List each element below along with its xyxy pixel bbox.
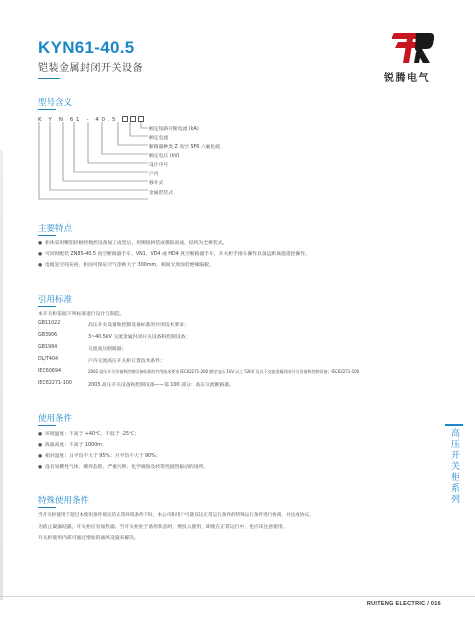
condition-item: ● 环境温度：不高于 +40℃，不低于 -25℃； [38, 430, 139, 437]
special-paragraph-line: 开关柜使用内部可通过增加的通风设施来解决。 [38, 536, 139, 541]
special-paragraph-line: 当开关柜使用于超过本使用条件规定的正常环境条件下时，本公司和用户可就双边正常运行条件的特殊运行条件进行协商，并达成协议。 [38, 513, 314, 518]
model-bracket-diagram [38, 122, 198, 202]
page-footer: RUITENG ELECTRIC / 016 [366, 601, 441, 607]
series-vertical-label: 高压开关柜系列 [449, 428, 459, 505]
title-underline [38, 78, 60, 79]
standard-code: DL/T404 [38, 357, 59, 362]
model-label-1: 额定短路开断电流 (kA) [149, 127, 199, 132]
company-logo [384, 30, 440, 84]
features-section-rule [38, 235, 56, 236]
feature-item: ● 可同时配装 ZN85-40.5 真空断路器手车、VN1、VD4 或 HD4 真空断路器手车，开关柜手推车操作具备远距离提遥控操作。 [38, 250, 310, 257]
left-edge-strip [0, 150, 3, 600]
special-section-title: 特殊使用条件 [38, 496, 90, 506]
standard-code: IEC62271-100 [38, 381, 72, 386]
condition-item: ● 没有易燃性气体、爆炸危险、严重污秽、化学腐蚀及经常性剧烈振动的场所。 [38, 463, 208, 470]
model-section-title: 型号含义 [38, 98, 73, 108]
conditions-section-rule [38, 425, 56, 426]
special-section-rule [38, 507, 56, 508]
standard-code: GB3906 [38, 333, 58, 338]
model-label-8: 金属铠装式 [149, 191, 173, 196]
standards-intro: 本开关柜依据下列标准进行设计与制造。 [38, 312, 125, 317]
model-label-7: 移开式 [149, 181, 164, 186]
model-label-4: 额定电压 (kV) [149, 154, 180, 159]
standards-section-title: 引用标准 [38, 295, 73, 305]
condition-item: ● 海拔高度：不高于 1000m； [38, 441, 107, 448]
model-label-6: 户内 [149, 172, 159, 177]
footer-divider [0, 596, 475, 597]
standard-desc: 3~40.5kV 交流金属封闭开关设备和控制设备； [88, 335, 191, 340]
logo-text: 锐腾电气 [384, 73, 430, 84]
feature-item: ● 柜体采用敷铝锌板经数控设备加工成型后，用铆接拼装成模拟而成，结构为全拼装式。 [38, 239, 227, 246]
model-section-rule [38, 109, 56, 110]
page-title: KYN61-40.5 [38, 38, 135, 57]
standard-desc: 2002 高压开关设备和控制设备标准的共用技术要求 IEC62271-200 额定电压 1kV 以上 52kV 及以下交流金属封闭开关设备和控制设备；IEC62271-100 [88, 369, 360, 374]
features-section-title: 主要特点 [38, 224, 73, 234]
standard-desc: 户内交流高压开关柜订货技术条件； [88, 359, 165, 364]
side-accent-bar [445, 424, 463, 426]
feature-item: ● 电缆室空间充裕，柜间可保证空气净距大于 300mm，相间无须加装绝缘隔板。 [38, 261, 214, 268]
standards-section-rule [38, 306, 56, 307]
special-paragraph-line: 为防止凝露结露，开关柜应有加热器。当开关柜处于备用状态时，要投入使用，即使在正常运行中，也应该注意使用。 [38, 525, 288, 530]
model-label-3: 断路器种类 Z 真空 SF6 六氟化硫 [149, 145, 221, 150]
standard-desc: 交流高压断路器； [88, 347, 127, 352]
condition-item: ● 相对湿度：日平均不大于 95%；月平均不大于 90%； [38, 452, 161, 459]
standard-code: GB1984 [38, 345, 58, 350]
standard-desc: 高压开关设备和控制设备标准的共用技术要求； [88, 323, 189, 328]
model-label-2: 额定电流 [149, 136, 169, 141]
conditions-section-title: 使用条件 [38, 414, 73, 424]
standard-code: GB11022 [38, 321, 61, 326]
ruiteng-logo-icon [392, 30, 434, 66]
standard-code: IEC60694 [38, 369, 62, 374]
model-code-prefix: K Y N 61 - 40.5 [38, 117, 119, 123]
standard-desc: 2003.高压开关设备和控制设备——第 100 部分：高压交流断路器。 [88, 383, 234, 388]
model-label-5: 设计序号 [149, 163, 169, 168]
page-subtitle: 铠装金属封闭开关设备 [38, 63, 143, 74]
